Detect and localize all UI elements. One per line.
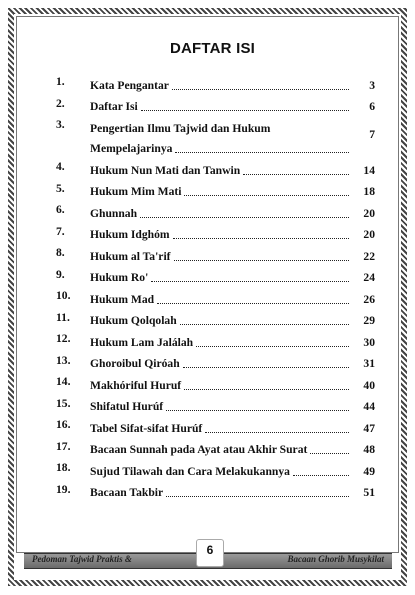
- toc-entry-page: 6: [369, 100, 375, 113]
- toc-entry-page: 14: [363, 163, 375, 177]
- toc-entry-page: 47: [363, 421, 375, 435]
- toc-entry-label: Bacaan Takbir: [90, 486, 164, 499]
- toc-entry-label: Hukum Nun Mati dan Tanwin: [90, 163, 241, 177]
- dot-leader: [172, 89, 349, 90]
- toc-entry-text: [90, 271, 353, 285]
- toc-entry: [50, 178, 375, 200]
- toc-entry-text: [90, 293, 353, 307]
- toc-entry: [50, 414, 375, 436]
- toc-entry: [50, 436, 375, 458]
- toc-entry-text: [90, 79, 353, 93]
- dot-leader: [243, 174, 349, 175]
- dot-leader: [174, 260, 349, 261]
- toc-entry-text: [90, 379, 353, 393]
- toc-entry-number: 6.: [56, 203, 65, 216]
- page-number: 6: [196, 539, 224, 567]
- toc-entry: [50, 393, 375, 415]
- toc-entry-page: 51: [363, 486, 375, 499]
- toc-entry-number: 11.: [56, 310, 70, 324]
- toc-entry-text: [90, 443, 353, 457]
- dot-leader: [196, 346, 349, 347]
- toc-entry-page: 31: [363, 357, 375, 370]
- dot-leader: [184, 195, 349, 196]
- toc-entry-number: 4.: [56, 160, 65, 173]
- dot-leader: [141, 110, 349, 111]
- toc-entry-text: [90, 250, 353, 264]
- toc-entry-label: Bacaan Sunnah pada Ayat atau Akhir Surat: [90, 443, 308, 456]
- dot-leader: [180, 324, 349, 325]
- toc-entry-number: 3.: [56, 118, 65, 131]
- toc-entry: [50, 221, 375, 243]
- dot-leader: [166, 496, 349, 497]
- page-title: DAFTAR ISI: [169, 40, 256, 57]
- toc-entry: [50, 457, 375, 479]
- toc-entry-text: [90, 122, 353, 156]
- dot-leader: [184, 389, 349, 390]
- toc-entry-label: Hukum Qolqolah: [90, 314, 177, 327]
- toc-entry: [50, 479, 375, 501]
- toc-entry-number: 7.: [56, 224, 65, 238]
- toc-entry-number: 14.: [56, 375, 71, 388]
- toc-entry-text: [90, 336, 353, 350]
- toc-entry-number: 12.: [56, 332, 71, 345]
- toc-entry-number: 17.: [56, 439, 71, 453]
- toc-entry-text: [90, 207, 353, 221]
- dot-leader: [205, 432, 349, 433]
- toc-entry-page: 3: [369, 78, 375, 92]
- toc-entry: [50, 350, 375, 372]
- dot-leader: [166, 410, 349, 411]
- toc-entry: [50, 328, 375, 350]
- toc-list: [50, 71, 375, 500]
- toc-entry-page: 24: [363, 271, 375, 284]
- toc-entry-page: 49: [363, 464, 375, 478]
- toc-entry-label-continued: Mempelajarinya: [90, 142, 173, 155]
- toc-entry-label: Ghunnah: [90, 206, 138, 220]
- toc-entry: [50, 307, 375, 329]
- toc-entry-label: Hukum Mad: [90, 292, 155, 306]
- toc-entry-label: Kata Pengantar: [90, 78, 169, 92]
- toc-entry: [50, 156, 375, 178]
- toc-entry-label: Shifatul Hurúf: [90, 400, 164, 413]
- toc-entry-number: 19.: [56, 482, 71, 496]
- dot-leader: [293, 475, 349, 476]
- toc-entry-page: 20: [363, 228, 375, 241]
- dot-leader: [183, 367, 349, 368]
- toc-entry-text: [90, 422, 353, 436]
- toc-entry-text: [90, 465, 353, 479]
- dot-leader: [157, 303, 349, 304]
- dot-leader: [151, 281, 349, 282]
- toc-entry-page: 26: [363, 292, 375, 306]
- toc-entry-label: Hukum al Ta'rif: [90, 249, 171, 263]
- toc-entry-page: 30: [363, 335, 375, 349]
- toc-entry-number: 9.: [56, 267, 65, 281]
- toc-entry-number: 5.: [56, 181, 65, 195]
- toc-entry-number: 10.: [56, 289, 71, 302]
- toc-entry-label: Pengertian Ilmu Tajwid dan Hukum: [90, 122, 271, 135]
- dot-leader: [173, 238, 349, 239]
- toc-entry-page: 18: [363, 185, 375, 198]
- toc-entry-page: 20: [363, 206, 375, 220]
- toc-entry-label: Hukum Mim Mati: [90, 185, 182, 198]
- toc-entry-text: [90, 400, 353, 414]
- page-footer: [24, 543, 392, 569]
- toc-entry: [50, 93, 375, 115]
- toc-entry-label: Tabel Sifat-sifat Hurúf: [90, 421, 203, 435]
- toc-entry-text: [90, 314, 353, 328]
- toc-entry: [50, 199, 375, 221]
- toc-entry-text: [90, 486, 353, 500]
- footer-book-title-right: Bacaan Ghorib Musykilat: [287, 554, 384, 564]
- dot-leader: [310, 453, 349, 454]
- toc-entry: [50, 264, 375, 286]
- toc-entry: [50, 242, 375, 264]
- toc-entry: [50, 371, 375, 393]
- toc-entry-label: Makhóriful Huruf: [90, 378, 182, 392]
- toc-entry-label: Sujud Tilawah dan Cara Melakukannya: [90, 464, 290, 478]
- toc-entry-text: [90, 228, 353, 242]
- toc-entry-page: 7: [369, 128, 375, 141]
- toc-entry-number: 13.: [56, 353, 71, 367]
- toc-entry: [50, 285, 375, 307]
- toc-entry-page: 44: [363, 400, 375, 413]
- toc-entry-label: Hukum Idghóm: [90, 228, 170, 241]
- toc-entry-number: 1.: [56, 75, 65, 88]
- toc-entry-number: 16.: [56, 418, 71, 431]
- toc-entry-text: [90, 357, 353, 371]
- toc-entry-page: 40: [363, 378, 375, 392]
- toc-entry-text: [90, 185, 353, 199]
- toc-entry: [50, 114, 375, 156]
- toc-entry-label: Daftar Isi: [90, 100, 138, 113]
- toc-entry-label: Hukum Lam Jalálah: [90, 335, 194, 349]
- toc-entry-page: 22: [363, 249, 375, 263]
- toc-entry-number: 8.: [56, 246, 65, 259]
- dot-leader: [140, 217, 349, 218]
- toc-entry-number: 15.: [56, 396, 71, 410]
- toc-entry-page: 48: [363, 443, 375, 456]
- toc-entry-label: Hukum Ro': [90, 271, 149, 284]
- toc-entry-label: Ghoroibul Qiróah: [90, 357, 180, 370]
- table-of-contents: [50, 40, 375, 500]
- toc-entry-number: 18.: [56, 461, 71, 474]
- toc-entry-text: [90, 164, 353, 178]
- toc-entry-page: 29: [363, 314, 375, 327]
- toc-entry-number: 2.: [56, 96, 65, 110]
- toc-entry: [50, 71, 375, 93]
- dot-leader: [175, 152, 349, 153]
- footer-book-title-left: Pedoman Tajwid Praktis &: [32, 554, 132, 564]
- toc-entry-text: [90, 100, 353, 114]
